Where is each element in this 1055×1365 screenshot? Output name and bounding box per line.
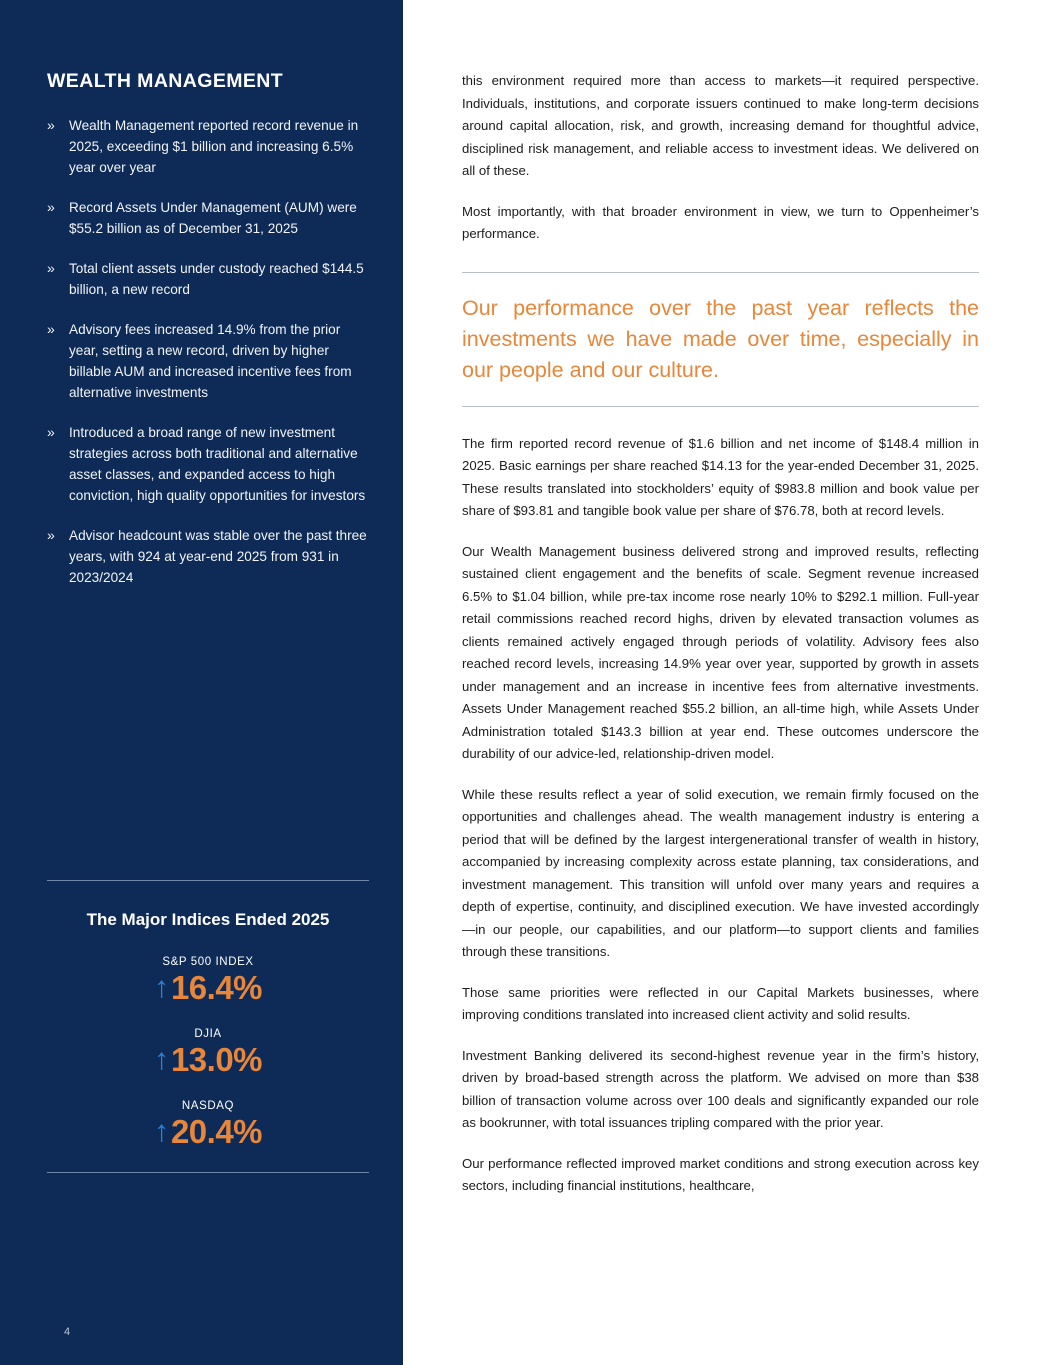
paragraph: Most importantly, with that broader environment in view, we turn to Oppenheimer’s performance.: [462, 203, 979, 241]
indices-title: The Major Indices Ended 2025: [86, 910, 330, 929]
arrow-up-icon: ↑: [153, 1115, 169, 1148]
divider-top: [47, 880, 369, 881]
index-nasdaq: [47, 1100, 369, 1149]
paragraph: While these results reflect a year of solid execution, we remain firmly focused on the opportunities and challenges ahead. The wealth management industry is entering a period that will be defined by the largest intergenerational transfer of wealth in history, accompanied by increasing complexity across estate planning, tax considerations, and investment management. This transition will unfold over many years and requires a depth of expertise, continuity, and disciplined execution. We have invested accordingly—in our people, our capabilities, and our platform—to support clients and families through these transitions.: [462, 786, 979, 959]
paragraph: Investment Banking delivered its second-highest revenue year in the firm’s history, driven by broad-based strength across the platform. We advised on more than $38 billion of transaction volume across over 100 deals and significantly expanded our role as bookrunner, with total issuances tripling compared with the prior year.: [462, 1047, 979, 1130]
divider: [462, 272, 979, 273]
list-item: [47, 422, 369, 506]
bullet-marker-icon: »: [47, 424, 55, 440]
divider-bottom: [47, 1172, 369, 1173]
index-label: DJIA: [194, 1028, 222, 1040]
paragraph: Our Wealth Management business delivered strong and improved results, reflecting sustained client engagement and the benefits of scale. Segment revenue increased 6.5% to $1.04 billion, while pre-tax income rose nearly 10% to $292.1 million. Full-year retail commissions reached record highs, driven by elevated transaction volumes as clients remained actively engaged through periods of volatility. Advisory fees also reached record levels, increasing 14.9% year over year, supported by growth in assets under management and an increase in incentive fees from alternative investments. Assets Under Management reached $55.2 billion, an all-time high, while Assets Under Administration totaled $143.3 billion at year end. These outcomes underscore the durability of our advice-led, relationship-driven model.: [462, 543, 979, 761]
paragraph: this environment required more than access to markets—it required perspective. Individuals, institutions, and corporate issuers continued to make long-term decisions around capital allocation, risk, and growth, increasing demand for thoughtful advice, disciplined risk management, and reliable access to investment ideas. We delivered on all of these.: [462, 73, 979, 178]
pullquote-text: Our performance over the past year reflects the investments we have made over time, especially in our people and our culture.: [462, 295, 979, 382]
list-item-text: Record Assets Under Management (AUM) were $55.2 billion as of December 31, 2025: [69, 200, 357, 236]
bullet-marker-icon: »: [47, 199, 55, 215]
pullquote-block: [462, 272, 979, 407]
list-item-text: Introduced a broad range of new investment strategies across both traditional and alternative asset classes, and expanded access to high conviction, high quality opportunities for investors: [69, 425, 366, 503]
page-title: WEALTH MANAGEMENT: [47, 70, 284, 92]
index-value: 20.4%: [170, 1113, 263, 1150]
paragraph: Those same priorities were reflected in our Capital Markets businesses, where improving conditions translated into increased client activity and solid results.: [462, 984, 979, 1022]
paragraph: The firm reported record revenue of $1.6 billion and net income of $148.4 million in 2025. Basic earnings per share reached $14.13 for the year-ended December 31, 2025. These results translated into stockholders’ equity of $983.8 million and book value per share of $93.81 and tangible book value per share of $76.78, both at record levels.: [462, 435, 979, 518]
index-djia: [47, 1028, 369, 1077]
bullet-marker-icon: »: [47, 321, 55, 337]
arrow-up-icon: ↑: [153, 1043, 169, 1076]
index-value: 13.0%: [170, 1041, 263, 1078]
major-indices-block: [47, 880, 369, 1173]
divider: [462, 406, 979, 407]
index-value-row: [47, 1115, 369, 1149]
bullet-marker-icon: »: [47, 117, 55, 133]
list-item-text: Wealth Management reported record revenue in 2025, exceeding $1 billion and increasing 6.5% year over year: [69, 118, 359, 175]
list-item-text: Advisor headcount was stable over the past three years, with 924 at year-end 2025 from 931 in 2023/2024: [69, 528, 367, 585]
index-value-row: [47, 1043, 369, 1077]
list-item: [47, 258, 369, 300]
arrow-up-icon: ↑: [153, 971, 169, 1004]
list-item: [47, 115, 369, 178]
index-value-row: [47, 971, 369, 1005]
highlights-list: [47, 115, 369, 588]
list-item: [47, 319, 369, 403]
list-item-text: Advisory fees increased 14.9% from the prior year, setting a new record, driven by higher billable AUM and increased incentive fees from alternative investments: [69, 322, 352, 400]
page-number: 4: [64, 1326, 71, 1338]
main-text-column: [462, 0, 979, 1216]
index-value: 16.4%: [170, 969, 263, 1006]
bullet-marker-icon: »: [47, 260, 55, 276]
paragraph: Our performance reflected improved market conditions and strong execution across key sectors, including financial institutions, healthcare,: [462, 1155, 979, 1193]
list-item: [47, 525, 369, 588]
index-label: NASDAQ: [181, 1100, 235, 1112]
bullet-marker-icon: »: [47, 527, 55, 543]
index-label: S&P 500 INDEX: [162, 956, 254, 968]
index-sp500: [47, 956, 369, 1005]
list-item: [47, 197, 369, 239]
list-item-text: Total client assets under custody reached $144.5 billion, a new record: [69, 261, 364, 297]
